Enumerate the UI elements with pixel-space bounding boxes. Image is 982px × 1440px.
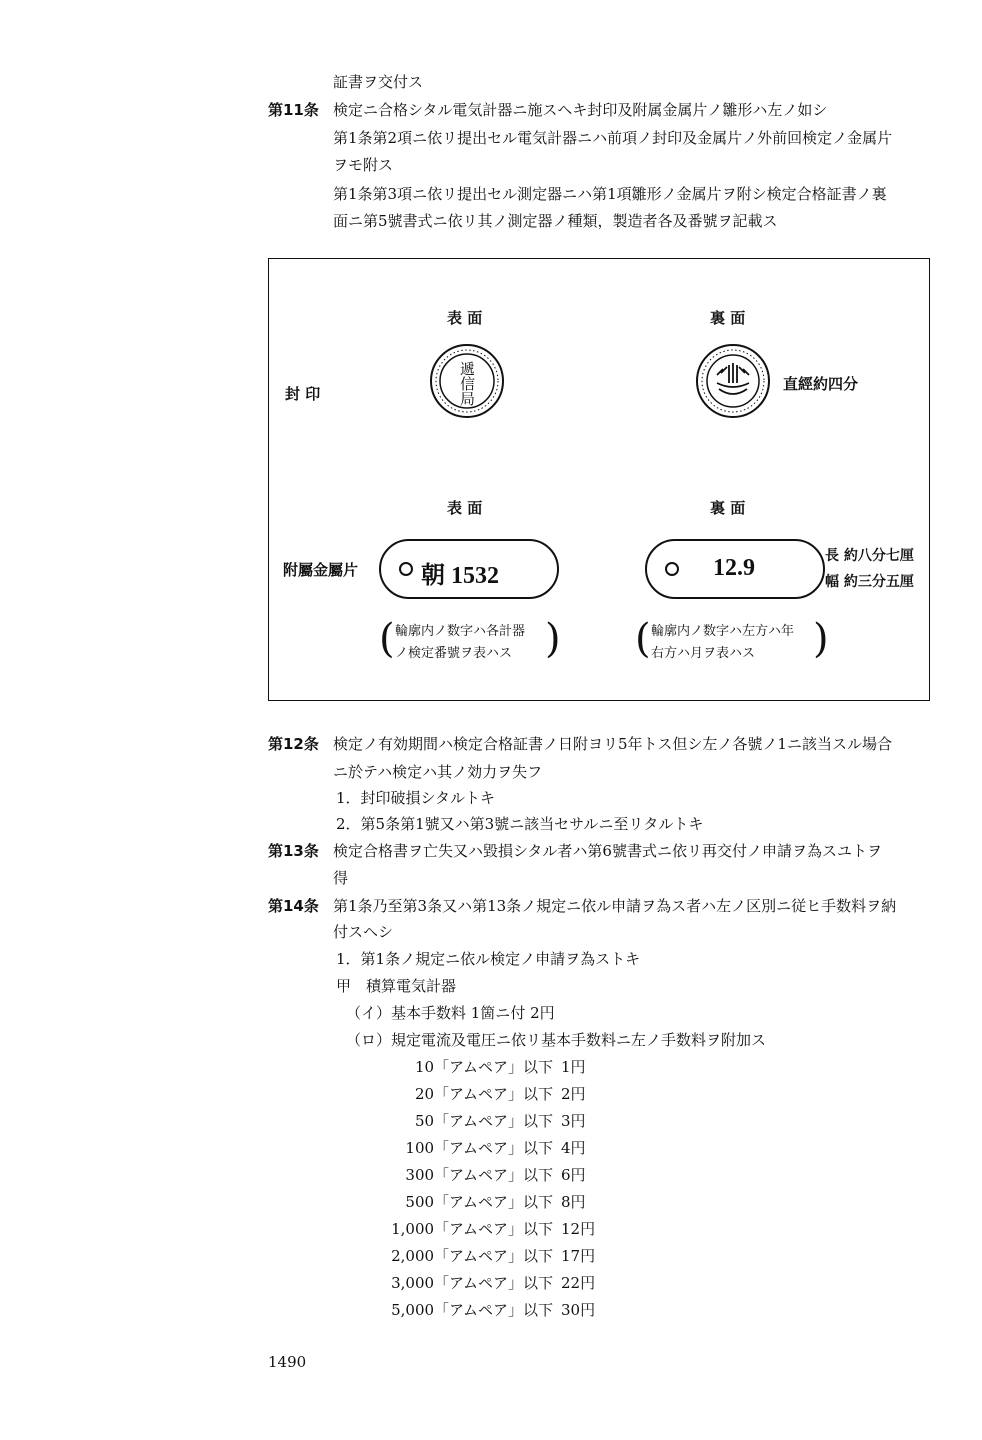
paren-open: ( (379, 616, 395, 662)
text-line: 得 (333, 869, 349, 887)
fee-row-yen: 17円 (561, 1247, 596, 1265)
fee-row-yen: 8円 (561, 1193, 586, 1211)
text-line: ヲモ附ス (333, 156, 394, 174)
fee-row-yen: 12円 (561, 1220, 596, 1238)
fee-row-amp: 10「アムペア」以下 (414, 1058, 553, 1076)
note-line: ノ検定番號ヲ表ハス (395, 646, 513, 661)
list-item: 甲 積算電気計器 (336, 977, 457, 995)
text-line: 第1条第2項ニ依リ提出セル電気計器ニハ前項ノ封印及金属片ノ外前回検定ノ金属片 (333, 129, 893, 147)
paren-close: ) (813, 616, 829, 662)
fee-row-amp: 5,000「アムペア」以下 (391, 1301, 553, 1319)
seal-back-icon (695, 343, 771, 419)
front-label: 表 面 (447, 499, 483, 517)
seal-label: 封 印 (285, 385, 321, 403)
plate-width: 幅 約三分五厘 (825, 574, 914, 590)
list-item: 2．第5条第1號又ハ第3號ニ該当セサルニ至リタルトキ (336, 815, 704, 833)
text-line: 第1条第3項ニ依リ提出セル測定器ニハ第1項雛形ノ金属片ヲ附シ検定合格証書ノ裏 (333, 185, 887, 203)
list-item: （イ）基本手数料 1箇ニ付 2円 (346, 1004, 555, 1022)
hole-icon (665, 562, 679, 576)
paren-open: ( (635, 616, 651, 662)
fee-row-yen: 1円 (561, 1058, 586, 1076)
fee-row-yen: 4円 (561, 1139, 586, 1157)
text-line: 検定ニ合格シタル電気計器ニ施スヘキ封印及附属金属片ノ雛形ハ左ノ如シ (333, 101, 828, 119)
text-line: 検定ノ有効期間ハ検定合格証書ノ日附ヨリ5年トス但シ左ノ各號ノ1ニ該当スル場合 (333, 735, 892, 753)
fee-row-yen: 6円 (561, 1166, 586, 1184)
fee-row-yen: 30円 (561, 1301, 596, 1319)
fee-row-amp: 500「アムペア」以下 (405, 1193, 553, 1211)
seal-front-text: 遞信局 (458, 360, 476, 406)
article-number: 第14条 (268, 897, 319, 915)
plate-back-text: 12.9 (713, 555, 755, 581)
plate-label: 附屬金屬片 (283, 561, 359, 579)
fee-row-amp: 300「アムペア」以下 (405, 1166, 553, 1184)
plate-back (645, 539, 825, 599)
text-line: 証書ヲ交付ス (333, 73, 424, 91)
text-line: 第1条乃至第3条又ハ第13条ノ規定ニ依ル申請ヲ為ス者ハ左ノ区別ニ従ヒ手数料ヲ納 (333, 897, 897, 915)
front-label: 表 面 (447, 309, 483, 327)
list-item: 1．第1条ノ規定ニ依ル検定ノ申請ヲ為ストキ (336, 950, 641, 968)
back-label: 裏 面 (710, 309, 746, 327)
text-line: ニ於テハ検定ハ其ノ効力ヲ失フ (333, 763, 543, 781)
article-number: 第11条 (268, 101, 319, 119)
fee-row-amp: 3,000「アムペア」以下 (391, 1274, 553, 1292)
plate-length: 長 約八分七厘 (825, 548, 914, 564)
note-line: 輪廓内ノ数字ハ左方ハ年 (651, 624, 795, 639)
list-item: 1．封印破損シタルトキ (336, 789, 495, 807)
note-line: 右方ハ月ヲ表ハス (651, 646, 756, 661)
fee-row-yen: 22円 (561, 1274, 596, 1292)
fee-row-amp: 1,000「アムペア」以下 (391, 1220, 553, 1238)
back-label: 裏 面 (710, 499, 746, 517)
fee-row-amp: 2,000「アムペア」以下 (391, 1247, 553, 1265)
note-line: 輪廓内ノ数字ハ各計器 (395, 624, 526, 639)
fee-row-yen: 3円 (561, 1112, 586, 1130)
text-line: 付スヘシ (333, 923, 394, 941)
fee-row-amp: 100「アムペア」以下 (405, 1139, 553, 1157)
list-item: （ロ）規定電流及電圧ニ依リ基本手数料ニ左ノ手数料ヲ附加ス (346, 1031, 767, 1049)
text-line: 面ニ第5號書式ニ依リ其ノ測定器ノ種類，製造者各及番號ヲ記載ス (333, 212, 778, 230)
seal-figure (268, 258, 930, 701)
text-line: 検定合格書ヲ亡失又ハ毀損シタル者ハ第6號書式ニ依リ再交付ノ申請ヲ為スユトヲ (333, 842, 882, 860)
page-number: 1490 (268, 1353, 307, 1371)
paren-close: ) (545, 616, 561, 662)
seal-size-note: 直經約四分 (783, 375, 859, 393)
fee-row-yen: 2円 (561, 1085, 586, 1103)
plate-front (379, 539, 559, 599)
seal-front-icon (429, 343, 505, 419)
fee-row-amp: 20「アムペア」以下 (414, 1085, 553, 1103)
hole-icon (399, 562, 413, 576)
article-number: 第13条 (268, 842, 319, 860)
plate-front-text: 朝 1532 (421, 563, 499, 589)
article-number: 第12条 (268, 735, 319, 753)
fee-row-amp: 50「アムペア」以下 (414, 1112, 553, 1130)
